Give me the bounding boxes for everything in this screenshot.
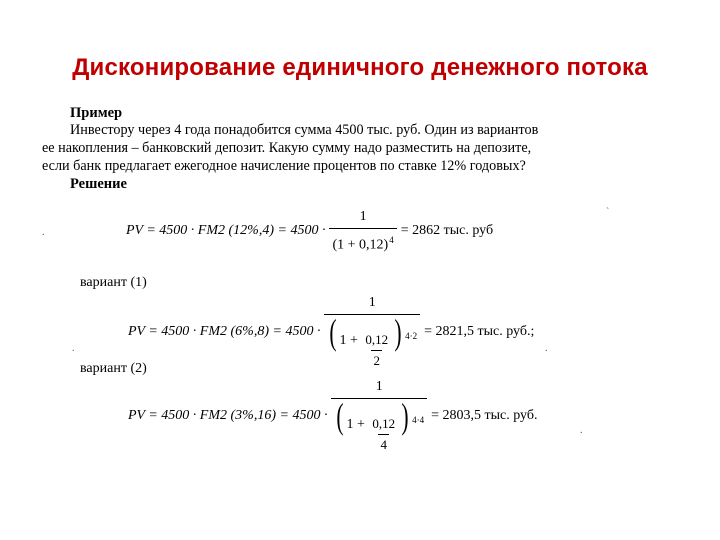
formula-lhs: PV = 4500 · FM2 (12%,4) = 4500 · <box>126 223 326 239</box>
slide-title: Дисконирование единичного денежного потока <box>72 54 648 81</box>
formula-fraction <box>329 208 396 255</box>
formula-lhs: PV = 4500 · FM2 (6%,8) = 4500 · <box>128 324 321 340</box>
formula-fraction <box>331 378 427 455</box>
fraction-denominator: $(1 + 0,12)^4$ <box>329 228 396 255</box>
inner-fraction: $\frac{0,12}{4}$ <box>370 415 397 454</box>
text-line: Инвестору через 4 года понадобится сумма 4500 тыс. руб. Один из вариантов <box>70 122 539 138</box>
formula-result: = 2821,5 тыс. руб.; <box>424 324 535 340</box>
fraction-denominator: ( 1 + $\frac{0,12}{4}$ ) $^{4\cdot 4}$ <box>331 398 427 454</box>
fraction-denominator: ( 1 + $\frac{0,12}{2}$ ) $^{4\cdot 2}$ <box>324 314 420 370</box>
variant-1-label: вариант (1) <box>80 275 147 290</box>
power-exponent: 4·2 <box>405 330 418 341</box>
formula-result: = 2803,5 тыс. руб. <box>431 408 538 424</box>
scan-speck: . <box>72 343 75 354</box>
inner-fraction: $\frac{0,12}{2}$ <box>363 331 390 370</box>
formula-fraction <box>324 294 420 371</box>
solution-heading: Решение <box>70 176 127 192</box>
scan-speck: . <box>580 425 583 436</box>
formula-variant-2 <box>128 378 538 455</box>
formula-main <box>126 208 493 255</box>
fraction-numerator: 1 <box>375 379 383 394</box>
example-heading: Пример <box>70 105 123 121</box>
power-exponent: 4·4 <box>412 414 425 425</box>
variant-2-label: вариант (2) <box>80 361 147 376</box>
formula-lhs: PV = 4500 · FM2 (3%,16) = 4500 · <box>128 408 328 424</box>
scan-speck: ` <box>606 207 610 218</box>
power-exponent: 4 <box>389 235 394 246</box>
scan-speck: . <box>545 343 548 354</box>
formula-variant-1 <box>128 294 534 371</box>
text-line: ее накопления – банковский депозит. Какую сумму надо разместить на депозите, <box>42 140 532 156</box>
fraction-numerator: 1 <box>368 295 376 310</box>
text-line: если банк предлагает ежегодное начисление процентов по ставке 12% годовых? <box>42 158 526 174</box>
scan-speck: . <box>42 227 45 238</box>
formula-result: = 2862 тыс. руб <box>400 223 494 239</box>
fraction-numerator: 1 <box>359 209 367 224</box>
